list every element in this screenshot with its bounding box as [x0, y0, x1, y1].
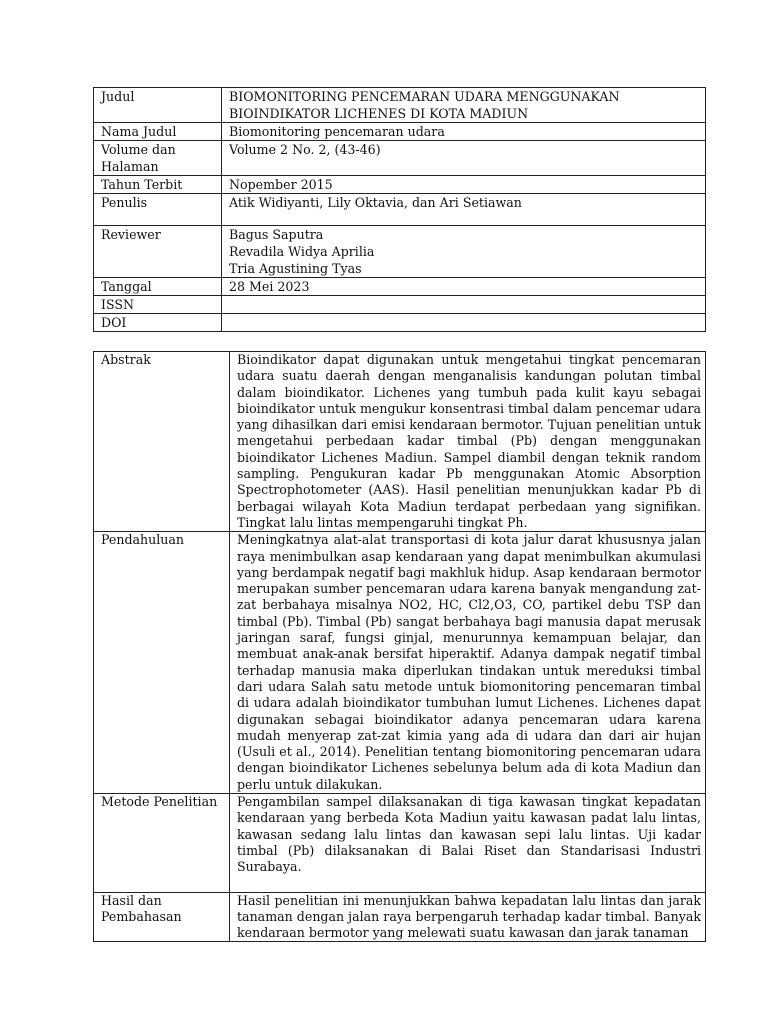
label-nama-judul: Nama Judul [94, 123, 222, 141]
pendahuluan-text: Meningkatnya alat-alat transportasi di kota jalur darat khususnya jalan raya menimbulkan asap kendaraan yang dapat menimbulkan akumulasi yang berdampak negatif bagi makhluk hidup. Asap kendaraan bermotor merupakan sumber pencemaran udara karena banyak mengandung zat-zat berbahaya misalnya NO2, HC, Cl2,O3, CO, partikel debu TSP dan timbal (Pb). Timbal (Pb) sangat berbahaya bagi manusia dapat merusak jaringan saraf, fungsi ginjal, menurunnya kemampuan belajar, dan membuat anak-anak bersifat hiperaktif. Adanya dampak negatif timbal terhadap manusia maka diperlukan tindakan untuk mereduksi timbal dari udara Salah satu metode untuk biomonitoring pencemaran timbal di udara adalah bioindikator tumbuhan lumut Lichenes. Lichenes dapat digunakan sebagai bioindikator adanya pencemaran udara karena mudah menyerap zat-zat kimia yang ada di udara dan dari air hujan (Usuli et al., 2014). Penelitian tentang biomonitoring pencemaran udara dengan bioindikator Lichenes sebelunya belum ada di kota Madiun dan perlu untuk dilakukan. [230, 532, 706, 794]
value-tahun-terbit: Nopember 2015 [222, 176, 706, 194]
label-judul: Judul [94, 88, 222, 123]
table-row [94, 892, 706, 942]
hasil-text: Hasil penelitian ini menunjukkan bahwa kepadatan lalu lintas dan jarak tanaman dengan jalan raya berpengaruh terhadap kadar timbal. Banyak kendaraan bermotor yang melewati suatu kawasan dan jarak tanaman [230, 892, 706, 942]
table-row [94, 278, 706, 296]
table-row [94, 176, 706, 194]
label-tanggal: Tanggal [94, 278, 222, 296]
label-hasil: Hasil dan Pembahasan [94, 892, 230, 942]
label-pendahuluan: Pendahuluan [94, 532, 230, 794]
reviewer-name: Bagus Saputra [229, 227, 324, 242]
table-row [94, 141, 706, 176]
label-abstrak: Abstrak [94, 352, 230, 532]
value-reviewer [222, 226, 706, 278]
metode-text [230, 794, 706, 892]
label-reviewer: Reviewer [94, 226, 222, 278]
title-line: BIOINDIKATOR LICHENES DI KOTA MADIUN [229, 106, 529, 121]
reviewer-name: Revadila Widya Aprilia [229, 244, 375, 259]
label-tahun-terbit: Tahun Terbit [94, 176, 222, 194]
label-penulis: Penulis [94, 194, 222, 226]
label-metode: Metode Penelitian [94, 794, 230, 892]
table-row [94, 296, 706, 314]
table-row [94, 88, 706, 123]
label-issn: ISSN [94, 296, 222, 314]
value-nama-judul: Biomonitoring pencemaran udara [222, 123, 706, 141]
value-tanggal: 28 Mei 2023 [222, 278, 706, 296]
table-row [94, 226, 706, 278]
review-table [93, 351, 706, 942]
value-judul [222, 88, 706, 123]
abstrak-text: Bioindikator dapat digunakan untuk mengetahui tingkat pencemaran udara suatu daerah dengan menganalisis kandungan polutan timbal dalam bioindikator. Lichenes yang tumbuh pada kulit kayu sebagai bioindikator untuk mengukur konsentrasi timbal dalam pencemar udara yang dihasilkan dari emisi kendaraan bermotor. Tujuan penelitian untuk mengetahui perbedaan kadar timbal (Pb) dengan menggunakan bioindikator Lichenes Madiun. Sampel diambil dengan teknik random sampling. Pengukuran kadar Pb menggunakan Atomic Absorption Spectrophotometer (AAS). Hasil penelitian menunjukkan kadar Pb di berbagai wilayah Kota Madiun terdapat perbedaan yang signifikan. Tingkat lalu lintas mempengaruhi tingkat Ph. [230, 352, 706, 532]
penulis-text: Atik Widiyanti, Lily Oktavia, dan Ari Setiawan [229, 195, 522, 210]
value-volume: Volume 2 No. 2, (43-46) [222, 141, 706, 176]
table-row [94, 532, 706, 794]
label-volume: Volume dan Halaman [94, 141, 222, 176]
value-penulis [222, 194, 706, 226]
table-row [94, 794, 706, 892]
label-doi: DOI [94, 314, 222, 332]
table-row [94, 314, 706, 332]
metadata-table [93, 87, 706, 332]
value-issn [222, 296, 706, 314]
table-row [94, 194, 706, 226]
title-line: BIOMONITORING PENCEMARAN UDARA MENGGUNAKAN [229, 89, 620, 104]
reviewer-name: Tria Agustining Tyas [229, 261, 362, 276]
table-row [94, 123, 706, 141]
spacer [229, 211, 705, 225]
value-doi [222, 314, 706, 332]
table-row [94, 352, 706, 532]
metode-paragraph: Pengambilan sampel dilaksanakan di tiga kawasan tingkat kepadatan kendaraan yang berbeda Kota Madiun yaitu kawasan padat lalu lintas, kawasan sedang lalu lintas dan kawasan sepi lalu lintas. Uji kadar timbal (Pb) dilaksanakan di Balai Riset dan Standarisasi Industri Surabaya. [237, 794, 701, 875]
